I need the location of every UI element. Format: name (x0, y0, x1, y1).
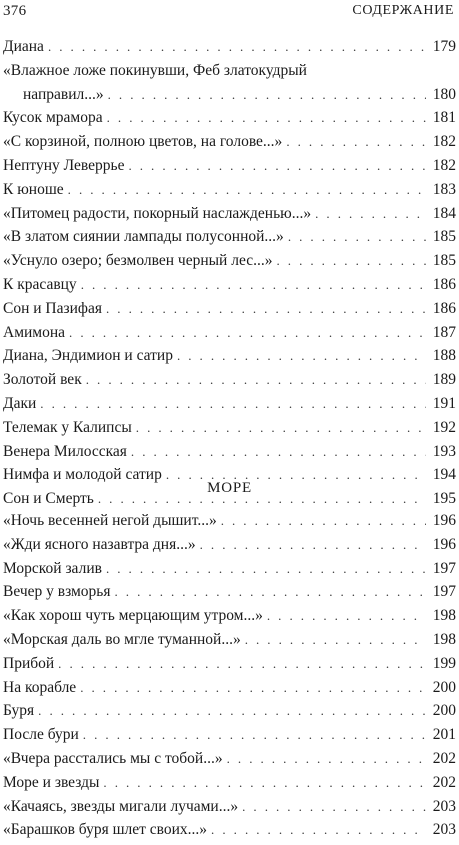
toc-entry (3, 750, 456, 774)
toc-entry-title: «Питомец радости, покорный наслажденью...» (3, 204, 312, 222)
dot-leader (68, 182, 426, 198)
toc-entry-title: Морской залив (3, 559, 102, 577)
toc-entry (3, 228, 456, 252)
dot-leader (69, 325, 426, 341)
toc-entry (3, 371, 456, 395)
toc-entry-title: «Вчера расстались мы с тобой...» (3, 749, 223, 767)
dot-leader (288, 229, 426, 245)
toc-entry (3, 631, 456, 655)
toc-entry (3, 702, 456, 726)
dot-leader (276, 253, 426, 269)
dot-leader (86, 372, 426, 388)
dot-leader (242, 799, 426, 815)
toc-entry (3, 252, 456, 276)
toc-entry-title: Диана (3, 38, 44, 55)
toc-entry-page: 196 (432, 535, 456, 553)
dot-leader (211, 822, 426, 838)
toc-entry-page: 197 (432, 559, 456, 577)
toc-entry-page: 187 (432, 323, 456, 341)
dot-leader (107, 110, 426, 126)
toc-entry (3, 607, 456, 631)
dot-leader (83, 727, 426, 743)
toc-entry (3, 300, 456, 324)
toc-entry-page: 186 (432, 275, 456, 293)
toc-entry-title: «Жди ясного назавтра дня...» (3, 535, 196, 553)
toc-entry-title: После бури (3, 726, 79, 744)
toc-entry-page: 188 (432, 347, 456, 365)
toc-entry-title: «В златом сиянии лампады полусонной...» (3, 228, 284, 246)
toc-entry (3, 726, 456, 750)
dot-leader (227, 751, 426, 767)
toc-entry-page: 186 (432, 299, 456, 317)
toc-entry-title: Море и звезды (3, 773, 100, 791)
toc-entry-title: Сон и Смерть (3, 490, 94, 508)
toc-entry-title: К юноше (3, 180, 64, 198)
toc-entry-title: Нимфа и молодой сатир (3, 466, 162, 484)
toc-entry (3, 205, 456, 229)
toc-entry-title: Диана, Эндимион и сатир (3, 347, 173, 365)
toc-entry (3, 324, 456, 348)
dot-leader (267, 608, 426, 624)
toc-entry-page: 185 (432, 252, 456, 270)
toc-entry-page: 193 (432, 442, 456, 460)
toc-entry (3, 679, 456, 703)
toc-entry-page: 181 (432, 109, 456, 127)
toc-entry-title: «Уснуло озеро; безмолвен черный лес...» (3, 252, 273, 270)
toc-entry (3, 62, 456, 86)
toc-entry (3, 109, 456, 133)
page-number: 376 (3, 2, 27, 19)
dot-leader (80, 680, 426, 696)
toc-entry (3, 560, 456, 584)
section-heading: МОРЕ (207, 480, 252, 496)
toc-entry-title: Сон и Пазифая (3, 299, 102, 317)
toc-entry (3, 181, 456, 205)
toc-entry-page: 200 (432, 702, 456, 720)
toc-entry (3, 821, 456, 845)
toc-entry (3, 798, 456, 822)
toc-entry-title: Кусок мрамора (3, 109, 103, 127)
dot-leader (315, 206, 426, 222)
toc-entry-page: 189 (432, 371, 456, 389)
dot-leader (103, 775, 426, 791)
toc-section-1 (3, 38, 456, 514)
toc-entry-page: 202 (432, 773, 456, 791)
toc-entry (3, 38, 456, 62)
toc-entry-page: 199 (432, 654, 456, 672)
toc-entry-page: 198 (432, 607, 456, 625)
dot-leader (177, 348, 426, 364)
dot-leader (286, 134, 426, 150)
toc-entry-page: 201 (432, 726, 456, 744)
toc-entry-page: 191 (432, 394, 456, 412)
toc-entry-page: 180 (432, 85, 456, 103)
page-header (3, 0, 454, 22)
dot-leader (200, 537, 426, 553)
toc-entry-page: 202 (432, 749, 456, 767)
dot-leader (108, 87, 426, 103)
toc-section-2 (3, 512, 456, 845)
toc-entry-title: «Как хорош чуть мерцающим утром...» (3, 607, 263, 625)
toc-entry-page: 200 (432, 678, 456, 696)
toc-entry (3, 583, 456, 607)
dot-leader (136, 420, 426, 436)
toc-entry-page: 179 (432, 38, 456, 55)
toc-entry-title: Вечер у взморья (3, 583, 111, 601)
toc-entry-title: «Влажное ложе покинувши, Феб златокудрый (3, 61, 307, 79)
toc-entry-title: «Качаясь, звезды мигали лучами...» (3, 797, 239, 815)
toc-entry-page: 192 (432, 418, 456, 436)
dot-leader (38, 703, 426, 719)
toc-entry-title: Буря (3, 702, 35, 720)
toc-entry (3, 157, 456, 181)
toc-entry (3, 347, 456, 371)
toc-entry-title: Амимона (3, 323, 66, 341)
dot-leader (40, 396, 426, 412)
toc-entry (3, 419, 456, 443)
toc-entry-page: 185 (432, 228, 456, 246)
toc-entry-title: «Морская даль во мгле туманной...» (3, 630, 241, 648)
toc-entry-page: 203 (432, 797, 456, 815)
toc-entry (3, 536, 456, 560)
toc-entry-title: К красавцу (3, 275, 77, 293)
toc-entry-page: 182 (432, 133, 456, 151)
toc-entry (3, 443, 456, 467)
toc-entry-page: 195 (432, 490, 456, 508)
toc-entry-title: «Ночь весенней негой дышит...» (3, 512, 217, 529)
toc-entry-title: Венера Милосская (3, 442, 127, 460)
toc-entry (3, 86, 456, 110)
dot-leader (106, 561, 426, 577)
toc-entry (3, 655, 456, 679)
toc-entry-page: 183 (432, 180, 456, 198)
toc-entry (3, 512, 456, 536)
dot-leader (58, 656, 426, 672)
toc-entry-title: Нептуну Леверрье (3, 156, 125, 174)
toc-entry (3, 133, 456, 157)
toc-entry-title: направил...» (23, 85, 104, 103)
dot-leader (128, 158, 426, 174)
toc-entry-page: 194 (432, 466, 456, 484)
dot-leader (131, 444, 426, 460)
dot-leader (245, 632, 426, 648)
toc-entry (3, 774, 456, 798)
dot-leader (48, 39, 426, 55)
toc-entry (3, 395, 456, 419)
toc-entry-page: 182 (432, 156, 456, 174)
toc-entry-title: Телемак у Калипсы (3, 418, 132, 436)
toc-entry-title: Золотой век (3, 371, 82, 389)
toc-entry-page: 197 (432, 583, 456, 601)
toc-entry-page: 196 (432, 512, 456, 529)
toc-entry-title: «С корзиной, полною цветов, на голове...» (3, 133, 283, 151)
dot-leader (221, 513, 426, 529)
dot-leader (81, 277, 426, 293)
dot-leader (115, 584, 427, 600)
toc-entry-title: На корабле (3, 678, 77, 696)
toc-entry-title: Даки (3, 394, 37, 412)
toc-entry (3, 276, 456, 300)
running-title: СОДЕРЖАНИЕ (352, 3, 454, 18)
toc-entry-page: 203 (432, 821, 456, 839)
dot-leader (106, 301, 426, 317)
toc-entry-title: «Барашков буря шлет своих...» (3, 821, 208, 839)
toc-entry-page: 184 (432, 204, 456, 222)
toc-entry-page: 198 (432, 630, 456, 648)
toc-entry-title: Прибой (3, 654, 55, 672)
